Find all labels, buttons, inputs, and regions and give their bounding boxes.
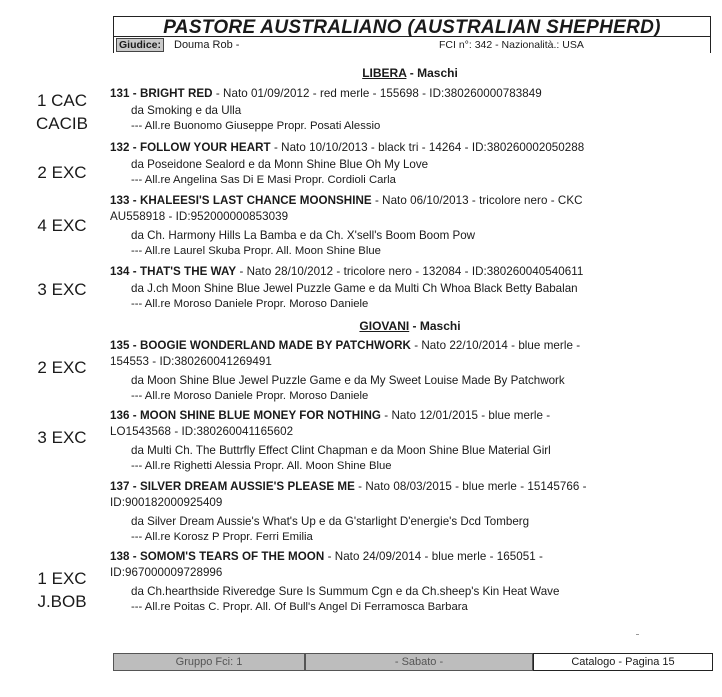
class-name: GIOVANI bbox=[359, 319, 410, 333]
dog-parents: da Poseidone Sealord e da Monn Shine Blue Oh My Love bbox=[131, 158, 429, 171]
dog-number-name: 131 - BRIGHT RED bbox=[110, 87, 213, 100]
result-award: 3 EXC bbox=[37, 280, 87, 299]
result-award: 1 CAC bbox=[36, 91, 88, 110]
dog-details-continued: AU558918 - ID:952000000853039 bbox=[110, 210, 289, 223]
result-award: 2 EXC bbox=[37, 163, 87, 182]
footer-catalog-page: Catalogo - Pagina 15 bbox=[533, 653, 713, 671]
dog-details: - Nato 10/10/2013 - black tri - 14264 - ID:380260002050288 bbox=[270, 141, 585, 154]
dog-details: - Nato 08/03/2015 - blue merle - 15145766 - bbox=[354, 480, 587, 493]
result-award: 3 EXC bbox=[37, 428, 87, 447]
dog-parents: da J.ch Moon Shine Blue Jewel Puzzle Game e da Multi Ch Whoa Black Betty Babalan bbox=[131, 282, 578, 295]
dog-details: - Nato 12/01/2015 - blue merle - bbox=[381, 409, 551, 422]
breeder-owner: --- All.re Angelina Sas Di E Masi Propr. Cordioli Carla bbox=[131, 174, 396, 186]
class-heading bbox=[110, 66, 710, 80]
breed-title: PASTORE AUSTRALIANO (AUSTRALIAN SHEPHERD) bbox=[163, 17, 661, 38]
judge-label: Giudice: bbox=[116, 38, 164, 52]
dog-number-name: 135 - BOOGIE WONDERLAND MADE BY PATCHWORK bbox=[110, 339, 411, 352]
class-name: LIBERA bbox=[362, 66, 407, 80]
dog-number-name: 137 - SILVER DREAM AUSSIE'S PLEASE ME bbox=[110, 480, 355, 493]
dog-parents: da Moon Shine Blue Jewel Puzzle Game e da My Sweet Louise Made By Patchwork bbox=[131, 374, 565, 387]
dog-parents: da Multi Ch. The Buttrfly Effect Clint Chapman e da Moon Shine Blue Material Girl bbox=[131, 444, 551, 457]
dog-number-name: 132 - FOLLOW YOUR HEART bbox=[110, 141, 271, 154]
result-award: J.BOB bbox=[37, 592, 87, 611]
breeder-owner: --- All.re Korosz P Propr. Ferri Emilia bbox=[131, 531, 313, 543]
dog-parents: da Smoking e da Ulla bbox=[131, 104, 242, 117]
catalog-header bbox=[113, 16, 711, 53]
entry-heading bbox=[110, 265, 715, 278]
dog-details: - Nato 01/09/2012 - red merle - 155698 - ID:380260000783849 bbox=[212, 87, 542, 100]
entry-heading bbox=[110, 339, 715, 352]
dog-details: - Nato 22/10/2014 - blue merle - bbox=[410, 339, 581, 352]
breeder-owner: --- All.re Poitas C. Propr. All. Of Bull's Angel Di Ferramosca Barbara bbox=[131, 601, 468, 613]
judge-name: Douma Rob - bbox=[174, 39, 240, 51]
result-award: 1 EXC bbox=[37, 569, 87, 588]
dog-parents: da Ch.hearthside Riveredge Sure Is Summum Cgn e da Ch.sheep's Kin Heat Wave bbox=[131, 585, 560, 598]
class-suffix: - Maschi bbox=[406, 66, 458, 80]
result-award: 4 EXC bbox=[37, 216, 87, 235]
footer-day: - Sabato - bbox=[305, 653, 533, 671]
result-award: CACIB bbox=[36, 114, 88, 133]
class-suffix: - Maschi bbox=[409, 319, 461, 333]
dog-parents: da Ch. Harmony Hills La Bamba e da Ch. X'sell's Boom Boom Pow bbox=[131, 229, 476, 242]
entry-heading bbox=[110, 480, 715, 493]
dog-number-name: 133 - KHALEESI'S LAST CHANCE MOONSHINE bbox=[110, 194, 372, 207]
breeder-owner: --- All.re Moroso Daniele Propr. Moroso Daniele bbox=[131, 298, 369, 310]
breeder-owner: --- All.re Moroso Daniele Propr. Moroso Daniele bbox=[131, 390, 369, 402]
entry-heading bbox=[110, 409, 715, 422]
dog-number-name: 138 - SOMOM'S TEARS OF THE MOON bbox=[110, 550, 325, 563]
dog-details-continued: LO1543568 - ID:380260041165602 bbox=[110, 425, 294, 438]
entry-heading bbox=[110, 194, 715, 207]
breeder-owner: --- All.re Righetti Alessia Propr. All. Moon Shine Blue bbox=[131, 460, 392, 472]
dog-parents: da Silver Dream Aussie's What's Up e da G'starlight D'energie's Dcd Tomberg bbox=[131, 515, 530, 528]
dog-details-continued: ID:900182000925409 bbox=[110, 496, 223, 509]
scan-speck bbox=[636, 634, 639, 635]
footer-group: Gruppo Fci: 1 bbox=[113, 653, 305, 671]
dog-details: - Nato 24/09/2014 - blue merle - 165051 - bbox=[324, 550, 543, 563]
judge-row bbox=[114, 36, 710, 53]
entry-heading bbox=[110, 550, 715, 563]
dog-details-continued: 154553 - ID:380260041269491 bbox=[110, 355, 272, 368]
dog-details-continued: ID:967000009728996 bbox=[110, 566, 223, 579]
dog-details: - Nato 06/10/2013 - tricolore nero - CKC bbox=[371, 194, 583, 207]
entry-heading bbox=[110, 141, 715, 154]
breeder-owner: --- All.re Laurel Skuba Propr. All. Moon Shine Blue bbox=[131, 245, 381, 257]
breeder-owner: --- All.re Buonomo Giuseppe Propr. Posati Alessio bbox=[131, 120, 381, 132]
result-award: 2 EXC bbox=[37, 358, 87, 377]
dog-details: - Nato 28/10/2012 - tricolore nero - 132084 - ID:380260040540611 bbox=[236, 265, 584, 278]
dog-number-name: 134 - THAT'S THE WAY bbox=[110, 265, 237, 278]
entry-heading bbox=[110, 87, 715, 100]
fci-info: FCI n°: 342 - Nazionalità.: USA bbox=[439, 39, 584, 51]
dog-number-name: 136 - MOON SHINE BLUE MONEY FOR NOTHING bbox=[110, 409, 381, 422]
class-heading bbox=[110, 319, 710, 333]
